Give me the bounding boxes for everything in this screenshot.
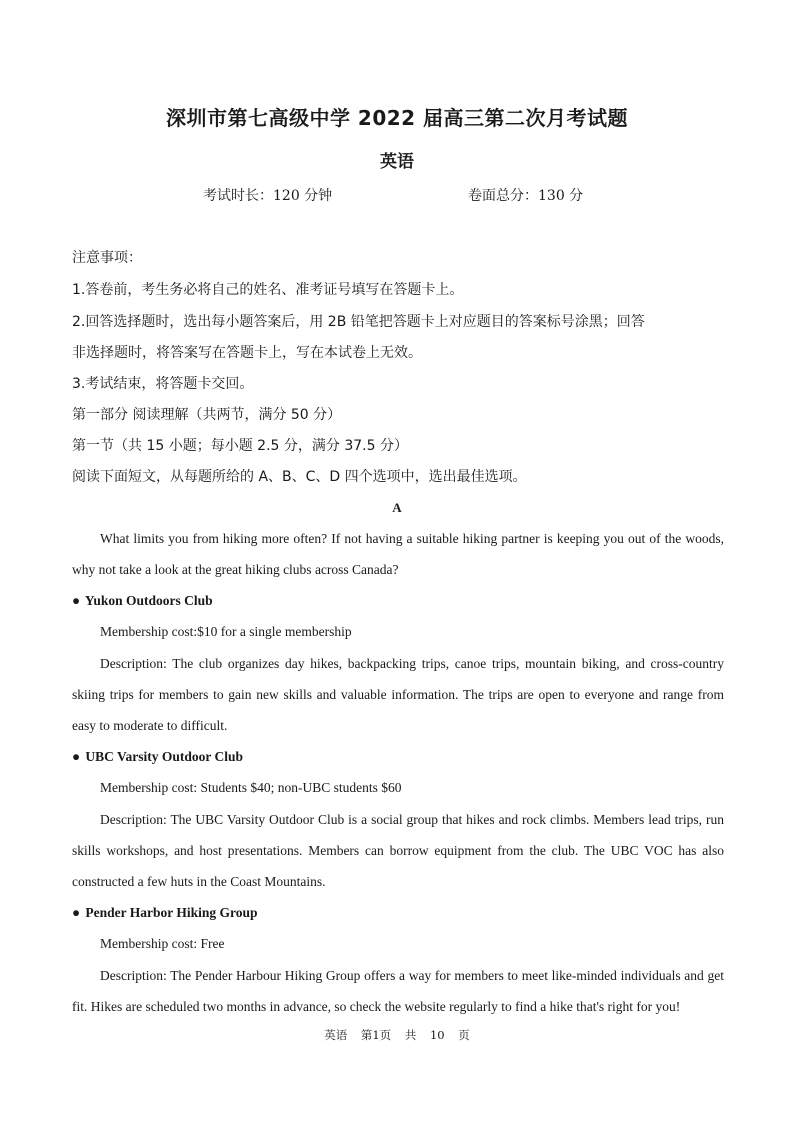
bullet-icon: ● (72, 593, 81, 608)
notice-item-3: 3.考试结束，将答题卡交回。 (72, 376, 254, 392)
part-one-heading: 第一部分 阅读理解（共两节，满分 50 分） (72, 407, 342, 423)
bullet-icon: ● (72, 749, 81, 764)
club-cost: Membership cost: Students $40; non-UBC students $60 (100, 780, 402, 795)
club-cost: Membership cost:$10 for a single membership (100, 624, 352, 639)
exam-title: 深圳市第七高级中学 2022 届高三第二次月考试题 (165, 106, 629, 130)
club-description: Description: The Pender Harbour Hiking Group offers a way for members to meet like-minded individuals and get fit. Hikes are scheduled two months in advance, so check the website regularly to find a hike that's right for you! (72, 968, 724, 1015)
page-footer: 英语 第1页 共 10 页 (324, 1028, 470, 1042)
club-name: Yukon Outdoors Club (84, 593, 213, 608)
club-cost: Membership cost: Free (100, 936, 225, 951)
club-description: Description: The club organizes day hikes, backpacking trips, canoe trips, mountain biking, and cross-country skiing trips for members to gain new skills and valuable information. The trips are open to everyone and range from easy to moderate to difficult. (72, 656, 724, 734)
notice-item-2-line-1: 2.回答选择题时，选出每小题答案后，用 2B 铅笔把答题卡上对应题目的答案标号涂黑；回答 (72, 314, 645, 330)
club-name: UBC Varsity Outdoor Club (85, 749, 244, 764)
club-description: Description: The UBC Varsity Outdoor Club is a social group that hikes and rock climbs. Members lead trips, run skills workshops, and host presentations. Members can borrow equipment from the club. The UBC VOC has also constructed a few huts in the Coast Mountains. (72, 812, 724, 890)
club-name: Pender Harbor Hiking Group (85, 905, 258, 920)
exam-duration: 考试时长：120 分钟 (203, 188, 333, 204)
reading-instruction: 阅读下面短文，从每题所给的 A、B、C、D 四个选项中，选出最佳选项。 (72, 469, 527, 485)
club-heading-ubc (72, 749, 243, 765)
club-heading-yukon (72, 593, 213, 609)
club-heading-pender (72, 905, 258, 921)
subject-heading: 英语 (380, 152, 414, 172)
notice-heading: 注意事项： (72, 250, 142, 266)
notice-item-1: 1.答卷前，考生务必将自己的姓名、准考证号填写在答题卡上。 (72, 282, 464, 298)
section-one-heading: 第一节（共 15 小题；每小题 2.5 分，满分 37.5 分） (72, 438, 408, 454)
passage-label: A (392, 500, 402, 515)
notice-item-2-line-2: 非选择题时，将答案写在答题卡上，写在本试卷上无效。 (72, 345, 422, 361)
total-score: 卷面总分：130 分 (468, 188, 584, 204)
passage-intro: What limits you from hiking more often? If not having a suitable hiking partner is keeping you out of the woods, why not take a look at the great hiking clubs across Canada? (72, 531, 724, 578)
bullet-icon: ● (72, 905, 81, 920)
